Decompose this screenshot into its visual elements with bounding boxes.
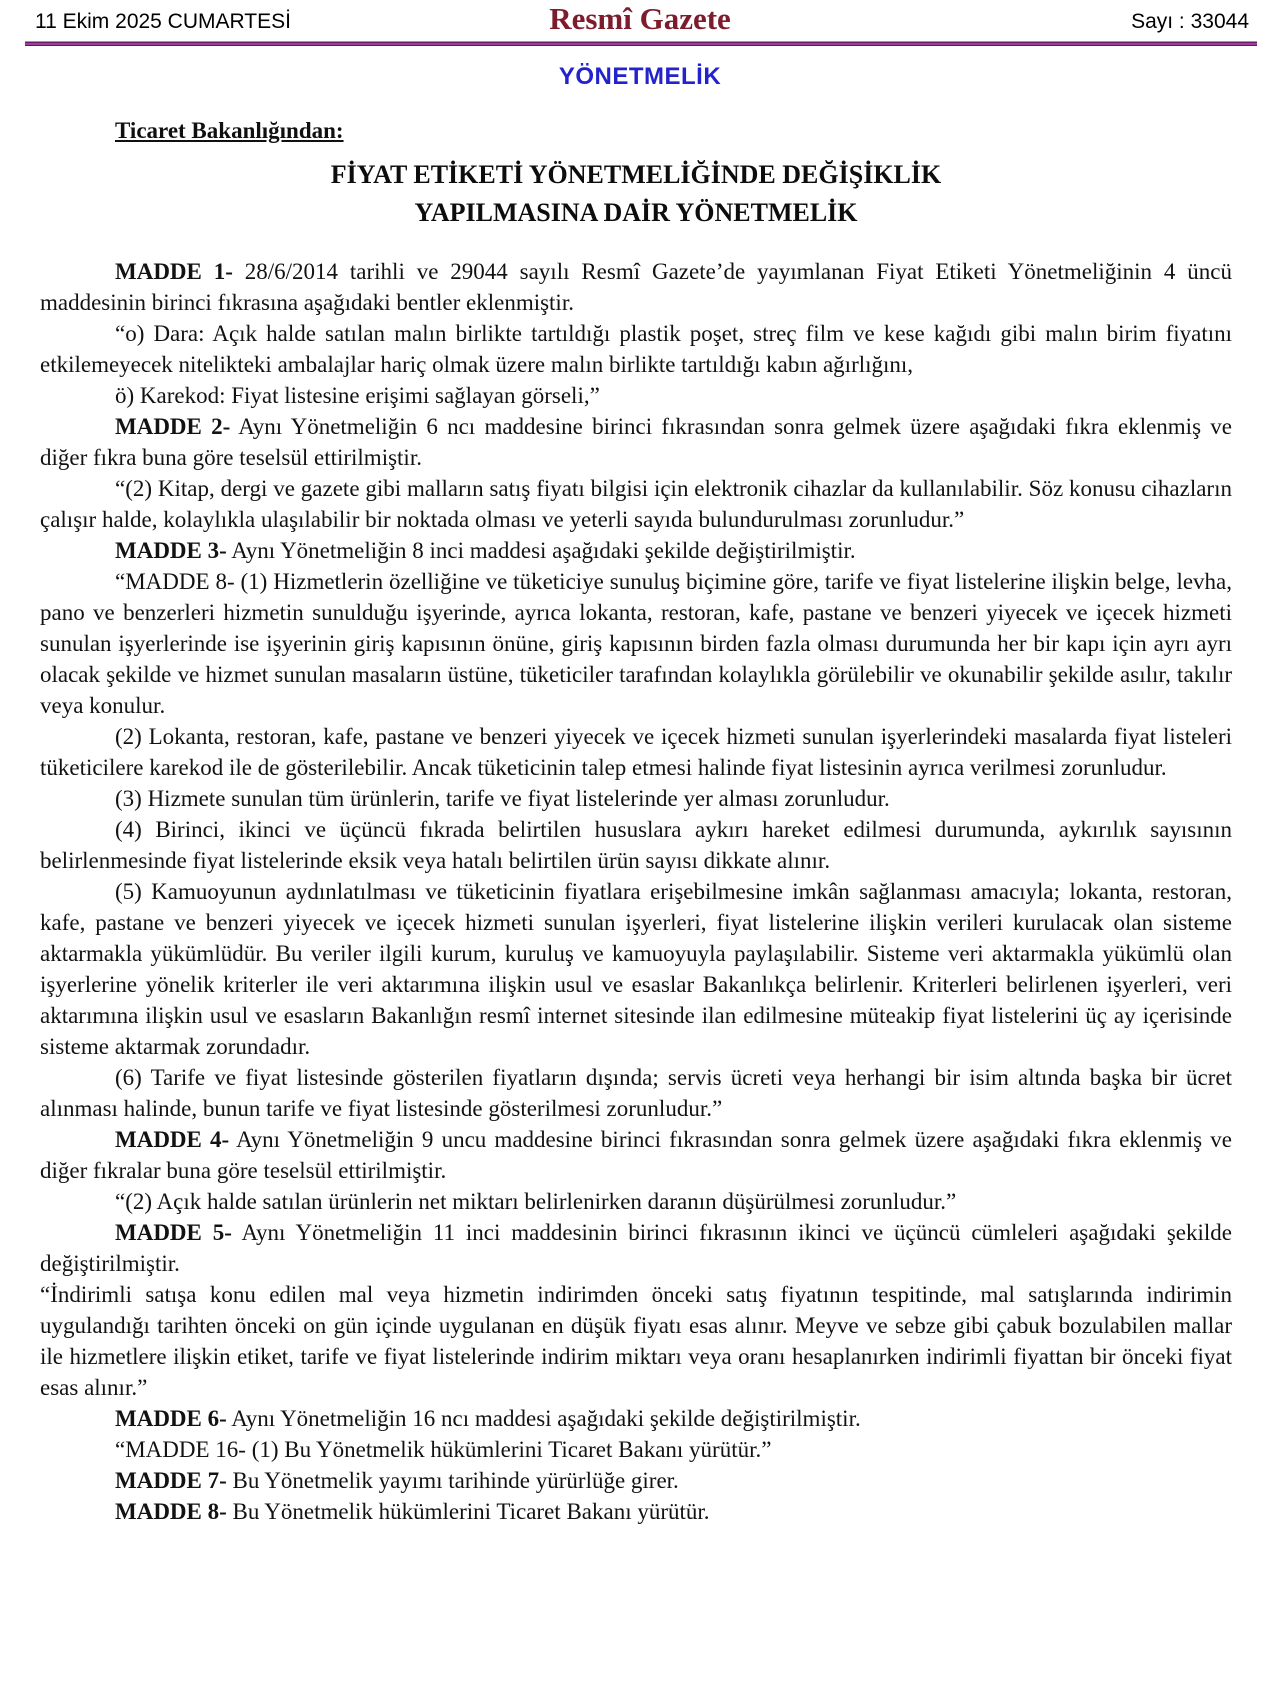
article-label: MADDE 6- bbox=[115, 1406, 227, 1431]
body-paragraph bbox=[40, 721, 1232, 783]
paragraph-text: (6) Tarife ve fiyat listesinde gösterilen fiyatların dışında; servis ücreti veya herhangi bir isim altında başka bir ücret alınması halinde, bunun tarife ve fiyat listesinde gösterilmesi zorunludur.” bbox=[40, 1065, 1232, 1121]
body-paragraph bbox=[40, 535, 1232, 566]
paragraph-text: 28/6/2014 tarihli ve 29044 sayılı Resmî Gazete’de yayımlanan Fiyat Etiketi Yönetmeliğinin 4 üncü maddesinin birinci fıkrasına aşağıdaki bentler eklenmiştir. bbox=[40, 259, 1232, 315]
body-paragraph bbox=[40, 566, 1232, 721]
regulation-title-line2: YAPILMASINA DAİR YÖNETMELİK bbox=[414, 198, 858, 227]
paragraph-text: “(2) Açık halde satılan ürünlerin net miktarı belirlenirken daranın düşürülmesi zorunludur.” bbox=[115, 1189, 957, 1214]
paragraph-text: “İndirimli satışa konu edilen mal veya hizmetin indirimden önceki satış fiyatının tespitinde, mal satışlarında indirimin uygulandığı tarihten önceki on gün içinde uygulanan en düşük fiyatı esas alınır. Meyve ve sebze gibi çabuk bozulabilen mallar ile hizmetlere ilişkin etiket, tarife ve fiyat listelerinde indirim miktarı veya oranı hesaplanırken indirimli fiyattan bir önceki fiyat esas alınır.” bbox=[40, 1282, 1232, 1400]
article-label: MADDE 5- bbox=[115, 1220, 232, 1245]
article-label: MADDE 2- bbox=[115, 414, 231, 439]
separator-rule bbox=[25, 41, 1257, 46]
body-paragraph bbox=[40, 876, 1232, 1062]
body-paragraph bbox=[40, 256, 1232, 318]
body-paragraph bbox=[40, 814, 1232, 876]
paragraph-text: Aynı Yönetmeliğin 6 ncı maddesine birinci fıkrasından sonra gelmek üzere aşağıdaki fıkra eklenmiş ve diğer fıkra buna göre teselsül ettirilmiştir. bbox=[40, 414, 1232, 470]
document-content bbox=[0, 91, 1280, 1527]
body-paragraph bbox=[40, 380, 1232, 411]
article-label: MADDE 3- bbox=[115, 538, 227, 563]
body-paragraph bbox=[40, 1217, 1232, 1279]
gazette-title: Resmî Gazete bbox=[549, 1, 731, 36]
issue-number: Sayı : 33044 bbox=[1131, 10, 1249, 33]
regulation-title-line1: FİYAT ETİKETİ YÖNETMELİĞİNDE DEĞİŞİKLİK bbox=[330, 160, 942, 189]
paragraph-text: “o) Dara: Açık halde satılan malın birlikte tartıldığı plastik poşet, streç film ve kese kağıdı gibi malın birim fiyatını etkilemeyecek nitelikteki ambalajlar hariç olmak üzere malın birlikte tartıldığı kabın ağırlığını, bbox=[40, 321, 1232, 377]
date-label: 11 Ekim 2025 CUMARTESİ bbox=[35, 10, 291, 33]
paragraph-text: “(2) Kitap, dergi ve gazete gibi malların satış fiyatı bilgisi için elektronik cihazlar da kullanılabilir. Söz konusu cihazların çalışır halde, kolaylıkla ulaşılabilir bir noktada olması ve yeterli sayıda bulundurulması zorunludur.” bbox=[40, 476, 1232, 532]
issuing-authority: Ticaret Bakanlığından: bbox=[115, 118, 344, 143]
body-paragraph bbox=[40, 1062, 1232, 1124]
paragraph-text: Bu Yönetmelik hükümlerini Ticaret Bakanı yürütür. bbox=[226, 1499, 710, 1524]
article-label: MADDE 4- bbox=[115, 1127, 230, 1152]
paragraph-text: Aynı Yönetmeliğin 11 inci maddesinin birinci fıkrasının ikinci ve üçüncü cümleleri aşağıdaki şekilde değiştirilmiştir. bbox=[40, 1220, 1232, 1276]
paragraph-text: (5) Kamuoyunun aydınlatılması ve tüketicinin fiyatlara erişebilmesine imkân sağlanması amacıyla; lokanta, restoran, kafe, pastane ve benzeri yiyecek ve içecek hizmeti sunulan işyerleri, fiyat listelerine ilişkin verileri kurulacak olan sisteme aktarmakla yükümlüdür. Bu veriler ilgili kurum, kuruluş ve kamuoyuyla paylaşılabilir. Sisteme veri aktarmakla yükümlü olan işyerlerine yönelik kriterler ile veri aktarımına ilişkin usul ve esaslar Bakanlıkça belirlenir. Kriterleri belirlenen işyerleri, veri aktarımına ilişkin usul ve esasların Bakanlığın resmî internet sitesinde ilan edilmesine müteakip fiyat listelerini üç ay içerisinde sisteme aktarmak zorundadır. bbox=[40, 879, 1232, 1059]
paragraph-text: Aynı Yönetmeliğin 16 ncı maddesi aşağıdaki şekilde değiştirilmiştir. bbox=[226, 1406, 861, 1431]
body-paragraph bbox=[40, 1186, 1232, 1217]
regulation-body bbox=[40, 256, 1232, 1527]
body-paragraph bbox=[40, 783, 1232, 814]
paragraph-text: Bu Yönetmelik yayımı tarihinde yürürlüğe girer. bbox=[226, 1468, 679, 1493]
paragraph-text: “MADDE 16- (1) Bu Yönetmelik hükümlerini Ticaret Bakanı yürütür.” bbox=[115, 1437, 772, 1462]
article-label: MADDE 1- bbox=[115, 259, 233, 284]
article-label: MADDE 7- bbox=[115, 1468, 227, 1493]
paragraph-text: (3) Hizmete sunulan tüm ürünlerin, tarife ve fiyat listelerinde yer alması zorunludur. bbox=[115, 786, 890, 811]
body-paragraph bbox=[40, 411, 1232, 473]
body-paragraph bbox=[40, 1496, 1232, 1527]
body-paragraph bbox=[40, 473, 1232, 535]
paragraph-text: Aynı Yönetmeliğin 8 inci maddesi aşağıdaki şekilde değiştirilmiştir. bbox=[226, 538, 856, 563]
masthead bbox=[0, 0, 1280, 41]
paragraph-text: “MADDE 8- (1) Hizmetlerin özelliğine ve tüketiciye sunuluş biçimine göre, tarife ve fiyat listelerine ilişkin belge, levha, pano ve benzerleri hizmetin sunulduğu işyerinde, ayrıca lokanta, restoran, kafe, pastane ve benzeri yiyecek ve içecek hizmeti sunulan işyerlerinde ise işyerinin giriş kapısının önüne, giriş kapısının birden fazla olması durumunda her bir kapı için ayrı ayrı olacak şekilde ve hizmet sunulan masaların üstüne, tüketiciler tarafından kolaylıkla görülebilir ve okunabilir şekilde asılır, takılır veya konulur. bbox=[40, 569, 1232, 718]
body-paragraph bbox=[40, 1403, 1232, 1434]
body-paragraph bbox=[40, 1279, 1232, 1403]
body-paragraph bbox=[40, 1124, 1232, 1186]
body-paragraph bbox=[40, 1465, 1232, 1496]
paragraph-text: (4) Birinci, ikinci ve üçüncü fıkrada belirtilen hususlara aykırı hareket edilmesi durumunda, aykırılık sayısının belirlenmesinde fiyat listelerinde eksik veya hatalı belirtilen ürün sayısı dikkate alınır. bbox=[40, 817, 1232, 873]
body-paragraph bbox=[40, 1434, 1232, 1465]
paragraph-text: Aynı Yönetmeliğin 9 uncu maddesine birinci fıkrasından sonra gelmek üzere aşağıdaki fıkra eklenmiş ve diğer fıkralar buna göre teselsül ettirilmiştir. bbox=[40, 1127, 1232, 1183]
regulation-title bbox=[40, 156, 1232, 232]
article-label: MADDE 8- bbox=[115, 1499, 227, 1524]
body-paragraph bbox=[40, 318, 1232, 380]
section-heading: YÖNETMELİK bbox=[558, 63, 722, 90]
paragraph-text: (2) Lokanta, restoran, kafe, pastane ve benzeri yiyecek ve içecek hizmeti sunulan işyerlerindeki masalarda fiyat listeleri tüketicilere karekod ile de gösterilebilir. Ancak tüketicinin talep etmesi halinde fiyat listesinin ayrıca verilmesi zorunludur. bbox=[40, 724, 1232, 780]
paragraph-text: ö) Karekod: Fiyat listesine erişimi sağlayan görseli,” bbox=[115, 383, 600, 408]
